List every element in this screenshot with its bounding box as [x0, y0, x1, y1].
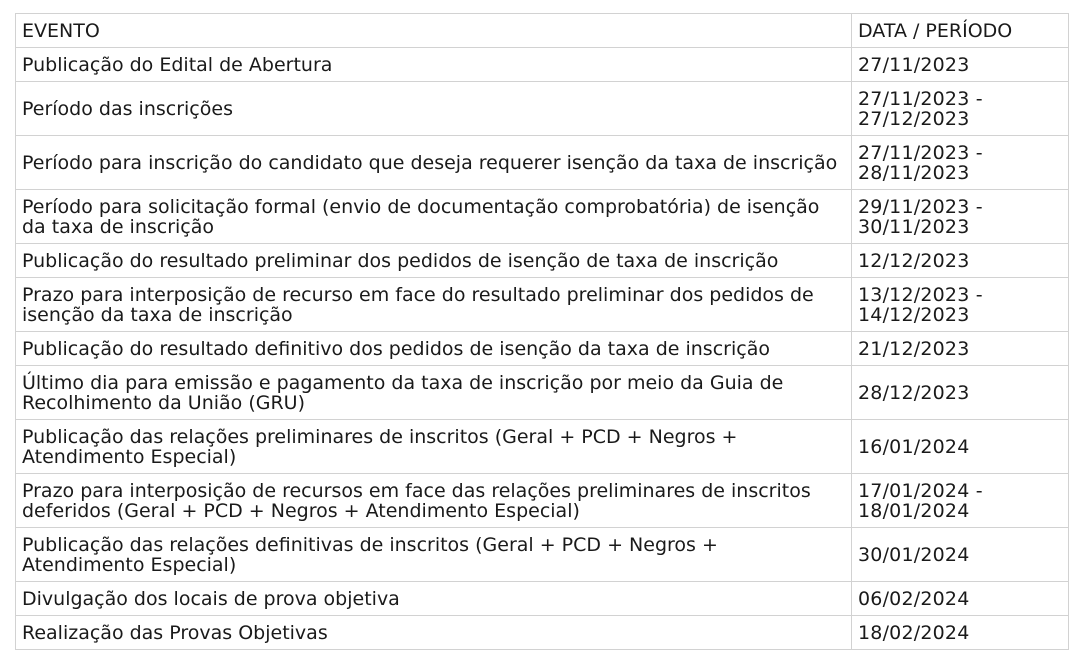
table-row	[16, 420, 1069, 474]
event-cell: Prazo para interposição de recurso em face do resultado preliminar dos pedidos de isenção da taxa de inscrição	[16, 278, 852, 332]
table-row	[16, 582, 1069, 616]
date-cell: 27/11/2023 - 28/11/2023	[852, 136, 1069, 190]
event-cell: Período para inscrição do candidato que deseja requerer isenção da taxa de inscrição	[16, 136, 852, 190]
table-row	[16, 474, 1069, 528]
event-cell: Realização das Provas Objetivas	[16, 616, 852, 650]
date-cell: 17/01/2024 - 18/01/2024	[852, 474, 1069, 528]
table-row	[16, 48, 1069, 82]
event-cell: Período das inscrições	[16, 82, 852, 136]
date-cell: 30/01/2024	[852, 528, 1069, 582]
date-cell: 13/12/2023 - 14/12/2023	[852, 278, 1069, 332]
schedule-table-container	[15, 13, 1068, 650]
date-cell: 29/11/2023 - 30/11/2023	[852, 190, 1069, 244]
date-cell: 27/11/2023	[852, 48, 1069, 82]
table-row	[16, 190, 1069, 244]
table-row	[16, 332, 1069, 366]
date-cell: 18/02/2024	[852, 616, 1069, 650]
date-cell: 06/02/2024	[852, 582, 1069, 616]
event-cell: Publicação do Edital de Abertura	[16, 48, 852, 82]
date-cell: 12/12/2023	[852, 244, 1069, 278]
event-cell: Publicação do resultado definitivo dos pedidos de isenção da taxa de inscrição	[16, 332, 852, 366]
event-cell: Período para solicitação formal (envio de documentação comprobatória) de isenção da taxa de inscrição	[16, 190, 852, 244]
date-cell: 28/12/2023	[852, 366, 1069, 420]
header-event: EVENTO	[16, 14, 852, 48]
event-cell: Divulgação dos locais de prova objetiva	[16, 582, 852, 616]
event-cell: Publicação do resultado preliminar dos pedidos de isenção de taxa de inscrição	[16, 244, 852, 278]
table-row	[16, 278, 1069, 332]
table-row	[16, 528, 1069, 582]
event-cell: Publicação das relações definitivas de inscritos (Geral + PCD + Negros + Atendimento Especial)	[16, 528, 852, 582]
table-row	[16, 366, 1069, 420]
event-cell: Prazo para interposição de recursos em face das relações preliminares de inscritos deferidos (Geral + PCD + Negros + Atendimento Especial)	[16, 474, 852, 528]
table-row	[16, 82, 1069, 136]
date-cell: 27/11/2023 - 27/12/2023	[852, 82, 1069, 136]
date-cell: 21/12/2023	[852, 332, 1069, 366]
table-row	[16, 136, 1069, 190]
header-date: DATA / PERÍODO	[852, 14, 1069, 48]
table-row	[16, 244, 1069, 278]
date-cell: 16/01/2024	[852, 420, 1069, 474]
event-cell: Publicação das relações preliminares de inscritos (Geral + PCD + Negros + Atendimento Especial)	[16, 420, 852, 474]
event-cell: Último dia para emissão e pagamento da taxa de inscrição por meio da Guia de Recolhimento da União (GRU)	[16, 366, 852, 420]
schedule-table	[15, 13, 1069, 650]
table-row	[16, 616, 1069, 650]
table-header-row	[16, 14, 1069, 48]
